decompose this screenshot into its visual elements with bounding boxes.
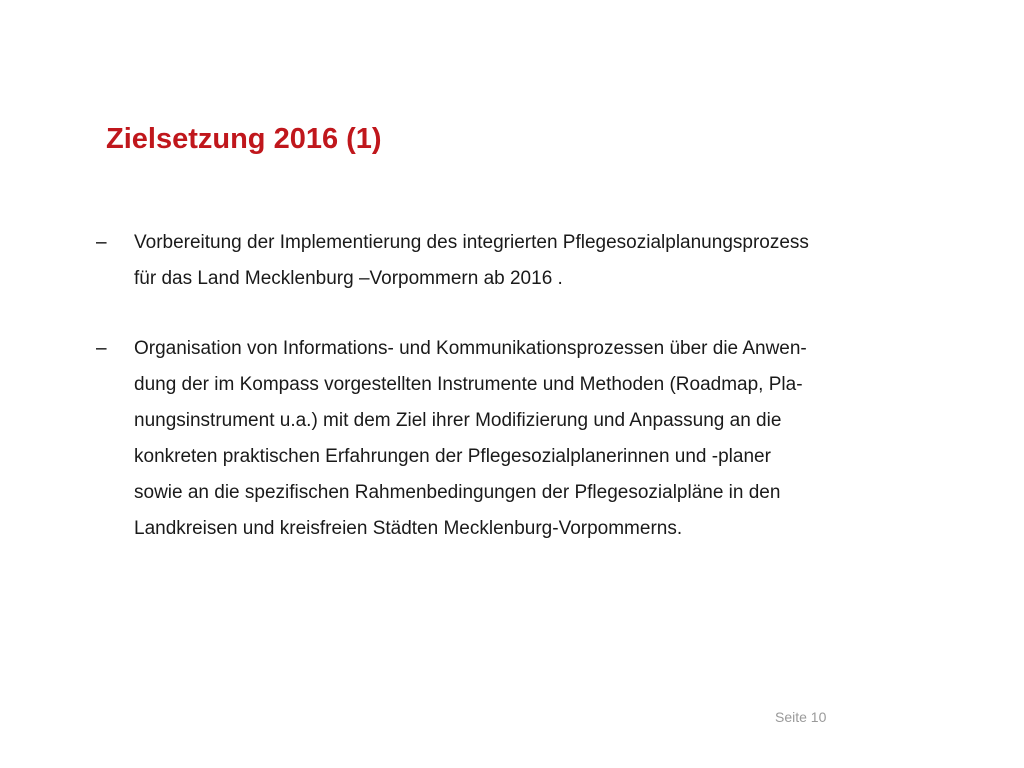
bullet-text-line: Landkreisen und kreisfreien Städten Mecklenburg-Vorpommerns. [134, 518, 683, 539]
bullet-item-implementation [96, 225, 966, 297]
bullet-text-line: Vorbereitung der Implementierung des integrierten Pflegesozialplanungsprozess [134, 232, 809, 253]
bullet-text-line: Organisation von Informations- und Kommunikationsprozessen über die Anwen- [134, 338, 807, 359]
page-number: Seite 10 [775, 709, 827, 725]
slide-title: Zielsetzung 2016 (1) [106, 123, 382, 155]
bullet-text-line: nungsinstrument u.a.) mit dem Ziel ihrer Modifizierung und Anpassung an die [134, 410, 782, 431]
bullet-item-organisation [96, 331, 966, 547]
bullet-dash: – [96, 338, 107, 359]
bullet-text-line: dung der im Kompass vorgestellten Instrumente und Methoden (Roadmap, Pla- [134, 374, 803, 395]
bullet-text-line: sowie an die spezifischen Rahmenbedingungen der Pflegesozialpläne in den [134, 482, 781, 503]
bullet-list [96, 225, 966, 581]
bullet-text-line: konkreten praktischen Erfahrungen der Pflegesozialplanerinnen und -planer [134, 446, 771, 467]
bullet-text-line: für das Land Mecklenburg –Vorpommern ab 2016 . [134, 268, 563, 289]
bullet-dash: – [96, 232, 107, 253]
